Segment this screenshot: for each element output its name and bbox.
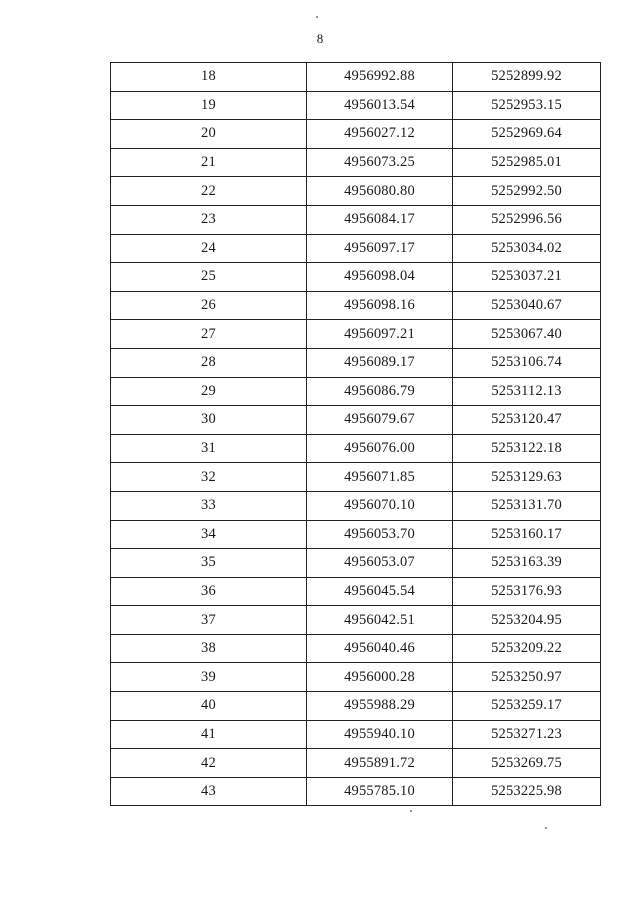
point-number-cell: 21 — [111, 148, 307, 177]
x-coordinate-cell: 4955785.10 — [307, 777, 453, 806]
table-row — [111, 263, 601, 292]
x-coordinate-cell: 4956079.67 — [307, 406, 453, 435]
page-number: 8 — [316, 31, 324, 46]
point-number-cell: 31 — [111, 434, 307, 463]
table-row — [111, 692, 601, 721]
point-number-cell: 37 — [111, 606, 307, 635]
table-row — [111, 320, 601, 349]
scan-speck — [410, 810, 412, 812]
x-coordinate-cell: 4956045.54 — [307, 577, 453, 606]
y-coordinate-cell: 5253250.97 — [453, 663, 601, 692]
point-number-cell: 34 — [111, 520, 307, 549]
table-row — [111, 348, 601, 377]
y-coordinate-cell: 5253271.23 — [453, 720, 601, 749]
coordinates-table — [110, 62, 601, 806]
table-row — [111, 234, 601, 263]
point-number-cell: 25 — [111, 263, 307, 292]
x-coordinate-cell: 4955891.72 — [307, 749, 453, 778]
table-row — [111, 177, 601, 206]
table-row — [111, 606, 601, 635]
x-coordinate-cell: 4956071.85 — [307, 463, 453, 492]
x-coordinate-cell: 4956076.00 — [307, 434, 453, 463]
y-coordinate-cell: 5253040.67 — [453, 291, 601, 320]
point-number-cell: 32 — [111, 463, 307, 492]
table-row — [111, 577, 601, 606]
point-number-cell: 30 — [111, 406, 307, 435]
x-coordinate-cell: 4956086.79 — [307, 377, 453, 406]
y-coordinate-cell: 5253209.22 — [453, 634, 601, 663]
y-coordinate-cell: 5252992.50 — [453, 177, 601, 206]
point-number-cell: 22 — [111, 177, 307, 206]
x-coordinate-cell: 4956053.07 — [307, 549, 453, 578]
x-coordinate-cell: 4956073.25 — [307, 148, 453, 177]
table-row — [111, 434, 601, 463]
x-coordinate-cell: 4956097.21 — [307, 320, 453, 349]
x-coordinate-cell: 4956080.80 — [307, 177, 453, 206]
y-coordinate-cell: 5253160.17 — [453, 520, 601, 549]
x-coordinate-cell: 4956070.10 — [307, 491, 453, 520]
y-coordinate-cell: 5253269.75 — [453, 749, 601, 778]
point-number-cell: 38 — [111, 634, 307, 663]
table-row — [111, 91, 601, 120]
table-row — [111, 634, 601, 663]
y-coordinate-cell: 5252985.01 — [453, 148, 601, 177]
table-row — [111, 663, 601, 692]
table-row — [111, 720, 601, 749]
y-coordinate-cell: 5253037.21 — [453, 263, 601, 292]
point-number-cell: 39 — [111, 663, 307, 692]
point-number-cell: 18 — [111, 63, 307, 92]
point-number-cell: 19 — [111, 91, 307, 120]
x-coordinate-cell: 4956027.12 — [307, 120, 453, 149]
point-number-cell: 29 — [111, 377, 307, 406]
scan-speck — [545, 827, 547, 829]
point-number-cell: 28 — [111, 348, 307, 377]
x-coordinate-cell: 4956084.17 — [307, 205, 453, 234]
table-row — [111, 549, 601, 578]
y-coordinate-cell: 5253106.74 — [453, 348, 601, 377]
x-coordinate-cell: 4956097.17 — [307, 234, 453, 263]
y-coordinate-cell: 5253204.95 — [453, 606, 601, 635]
y-coordinate-cell: 5253034.02 — [453, 234, 601, 263]
x-coordinate-cell: 4956089.17 — [307, 348, 453, 377]
table-row — [111, 205, 601, 234]
point-number-cell: 43 — [111, 777, 307, 806]
x-coordinate-cell: 4955988.29 — [307, 692, 453, 721]
point-number-cell: 27 — [111, 320, 307, 349]
x-coordinate-cell: 4956098.04 — [307, 263, 453, 292]
point-number-cell: 26 — [111, 291, 307, 320]
point-number-cell: 42 — [111, 749, 307, 778]
x-coordinate-cell: 4956042.51 — [307, 606, 453, 635]
table-row — [111, 491, 601, 520]
y-coordinate-cell: 5253163.39 — [453, 549, 601, 578]
y-coordinate-cell: 5253120.47 — [453, 406, 601, 435]
point-number-cell: 35 — [111, 549, 307, 578]
x-coordinate-cell: 4956040.46 — [307, 634, 453, 663]
x-coordinate-cell: 4956098.16 — [307, 291, 453, 320]
y-coordinate-cell: 5252969.64 — [453, 120, 601, 149]
point-number-cell: 20 — [111, 120, 307, 149]
y-coordinate-cell: 5253176.93 — [453, 577, 601, 606]
table-row — [111, 120, 601, 149]
y-coordinate-cell: 5252953.15 — [453, 91, 601, 120]
x-coordinate-cell: 4956992.88 — [307, 63, 453, 92]
y-coordinate-cell: 5253225.98 — [453, 777, 601, 806]
point-number-cell: 40 — [111, 692, 307, 721]
y-coordinate-cell: 5253259.17 — [453, 692, 601, 721]
y-coordinate-cell: 5253067.40 — [453, 320, 601, 349]
table-row — [111, 520, 601, 549]
y-coordinate-cell: 5252899.92 — [453, 63, 601, 92]
x-coordinate-cell: 4956013.54 — [307, 91, 453, 120]
y-coordinate-cell: 5253129.63 — [453, 463, 601, 492]
x-coordinate-cell: 4956000.28 — [307, 663, 453, 692]
point-number-cell: 41 — [111, 720, 307, 749]
table-row — [111, 63, 601, 92]
x-coordinate-cell: 4955940.10 — [307, 720, 453, 749]
y-coordinate-cell: 5253131.70 — [453, 491, 601, 520]
table-row — [111, 148, 601, 177]
table-row — [111, 463, 601, 492]
point-number-cell: 36 — [111, 577, 307, 606]
scan-speck — [316, 16, 318, 18]
table-row — [111, 777, 601, 806]
point-number-cell: 24 — [111, 234, 307, 263]
table-row — [111, 749, 601, 778]
y-coordinate-cell: 5253122.18 — [453, 434, 601, 463]
table-body — [111, 63, 601, 806]
y-coordinate-cell: 5253112.13 — [453, 377, 601, 406]
table-row — [111, 406, 601, 435]
table-row — [111, 291, 601, 320]
x-coordinate-cell: 4956053.70 — [307, 520, 453, 549]
y-coordinate-cell: 5252996.56 — [453, 205, 601, 234]
point-number-cell: 23 — [111, 205, 307, 234]
table-row — [111, 377, 601, 406]
point-number-cell: 33 — [111, 491, 307, 520]
